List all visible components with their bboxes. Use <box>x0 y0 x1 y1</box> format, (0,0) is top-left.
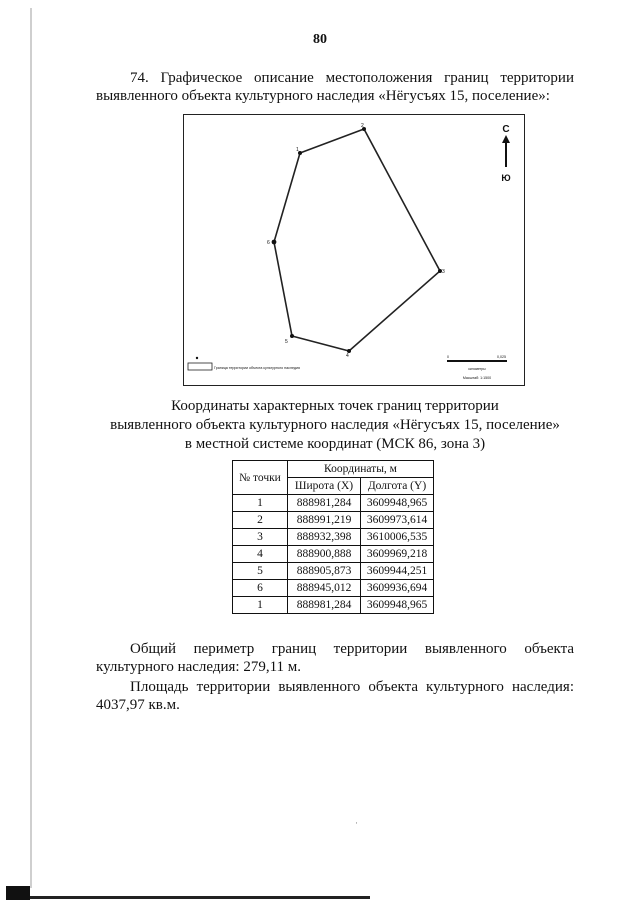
cell-point: 1 <box>233 597 288 614</box>
cell-x: 888945,012 <box>288 580 361 597</box>
cell-y: 3609936,694 <box>361 580 434 597</box>
caption-line-1: Координаты характерных точек границ территории <box>171 398 499 414</box>
vertex-label-4: 4 <box>346 353 349 359</box>
header-point-number: № точки <box>233 461 288 495</box>
legend-label: Граница территории объекта культурного наследия <box>214 366 300 370</box>
cell-y: 3609948,965 <box>361 597 434 614</box>
scan-speck: · <box>355 818 358 828</box>
south-label: Ю <box>501 173 511 183</box>
table-row <box>233 563 434 580</box>
perimeter-line-2: культурного наследия: 279,11 м. <box>96 659 302 675</box>
cell-x: 888905,873 <box>288 563 361 580</box>
legend-dot <box>196 357 198 359</box>
north-label: С <box>502 124 510 135</box>
scan-edge <box>30 8 32 888</box>
area-paragraph <box>96 678 574 714</box>
scale-bar <box>447 360 507 362</box>
perimeter-line-1: Общий периметр границ территории выявленного объекта <box>130 641 574 657</box>
heading-line-1: 74. Графическое описание местоположения границ территории <box>130 70 574 86</box>
scan-artifact <box>6 886 30 900</box>
table-row <box>233 529 434 546</box>
north-arrow-head <box>502 135 510 143</box>
cell-point: 2 <box>233 512 288 529</box>
scan-artifact-line <box>30 896 370 899</box>
cell-point: 4 <box>233 546 288 563</box>
cell-point: 5 <box>233 563 288 580</box>
vertex-6 <box>272 240 277 245</box>
page-number: 80 <box>313 32 327 47</box>
area-line-1: Площадь территории выявленного объекта культурного наследия: <box>130 679 574 695</box>
cell-x: 888991,219 <box>288 512 361 529</box>
table-row <box>233 512 434 529</box>
cell-y: 3609944,251 <box>361 563 434 580</box>
scale-text: Масштаб: 1:1500 <box>462 376 492 380</box>
coordinates-table <box>232 460 434 614</box>
cell-x: 888981,284 <box>288 495 361 512</box>
vertex-label-6: 6 <box>267 240 270 246</box>
cell-y: 3609948,965 <box>361 495 434 512</box>
vertex-5 <box>290 334 294 338</box>
table-header-row <box>233 461 434 478</box>
boundary-map <box>183 114 525 386</box>
cell-x: 888900,888 <box>288 546 361 563</box>
table-row <box>233 597 434 614</box>
cell-x: 888932,398 <box>288 529 361 546</box>
caption-line-3: в местной системе координат (МСК 86, зона 3) <box>184 436 486 452</box>
table-row <box>233 495 434 512</box>
table-row <box>233 580 434 597</box>
legend-swatch <box>188 363 212 370</box>
cell-y: 3609973,614 <box>361 512 434 529</box>
cell-y: 3609969,218 <box>361 546 434 563</box>
cell-point: 1 <box>233 495 288 512</box>
cell-x: 888981,284 <box>288 597 361 614</box>
boundary-map-svg <box>184 115 524 385</box>
area-line-2: 4037,97 кв.м. <box>96 697 180 713</box>
cell-point: 6 <box>233 580 288 597</box>
table-row <box>233 546 434 563</box>
vertex-label-1: 1 <box>296 147 299 153</box>
cell-y: 3610006,535 <box>361 529 434 546</box>
boundary-polygon <box>274 129 440 351</box>
scale-zero: 0 <box>447 355 449 359</box>
header-longitude: Долгота (Y) <box>361 478 434 495</box>
header-latitude: Широта (X) <box>288 478 361 495</box>
vertex-label-3: 3 <box>442 269 445 275</box>
vertex-label-2: 2 <box>361 123 364 129</box>
scale-end: 0,025 <box>497 355 506 359</box>
vertex-label-5: 5 <box>285 339 288 345</box>
heading-line-2: выявленного объекта культурного наследия «Нёгусъях 15, поселение»: <box>96 88 550 104</box>
caption-line-2: выявленного объекта культурного наследия «Нёгусъях 15, поселение» <box>110 417 560 433</box>
cell-point: 3 <box>233 529 288 546</box>
scale-unit: километры <box>468 367 486 371</box>
header-coordinates: Координаты, м <box>288 461 434 478</box>
